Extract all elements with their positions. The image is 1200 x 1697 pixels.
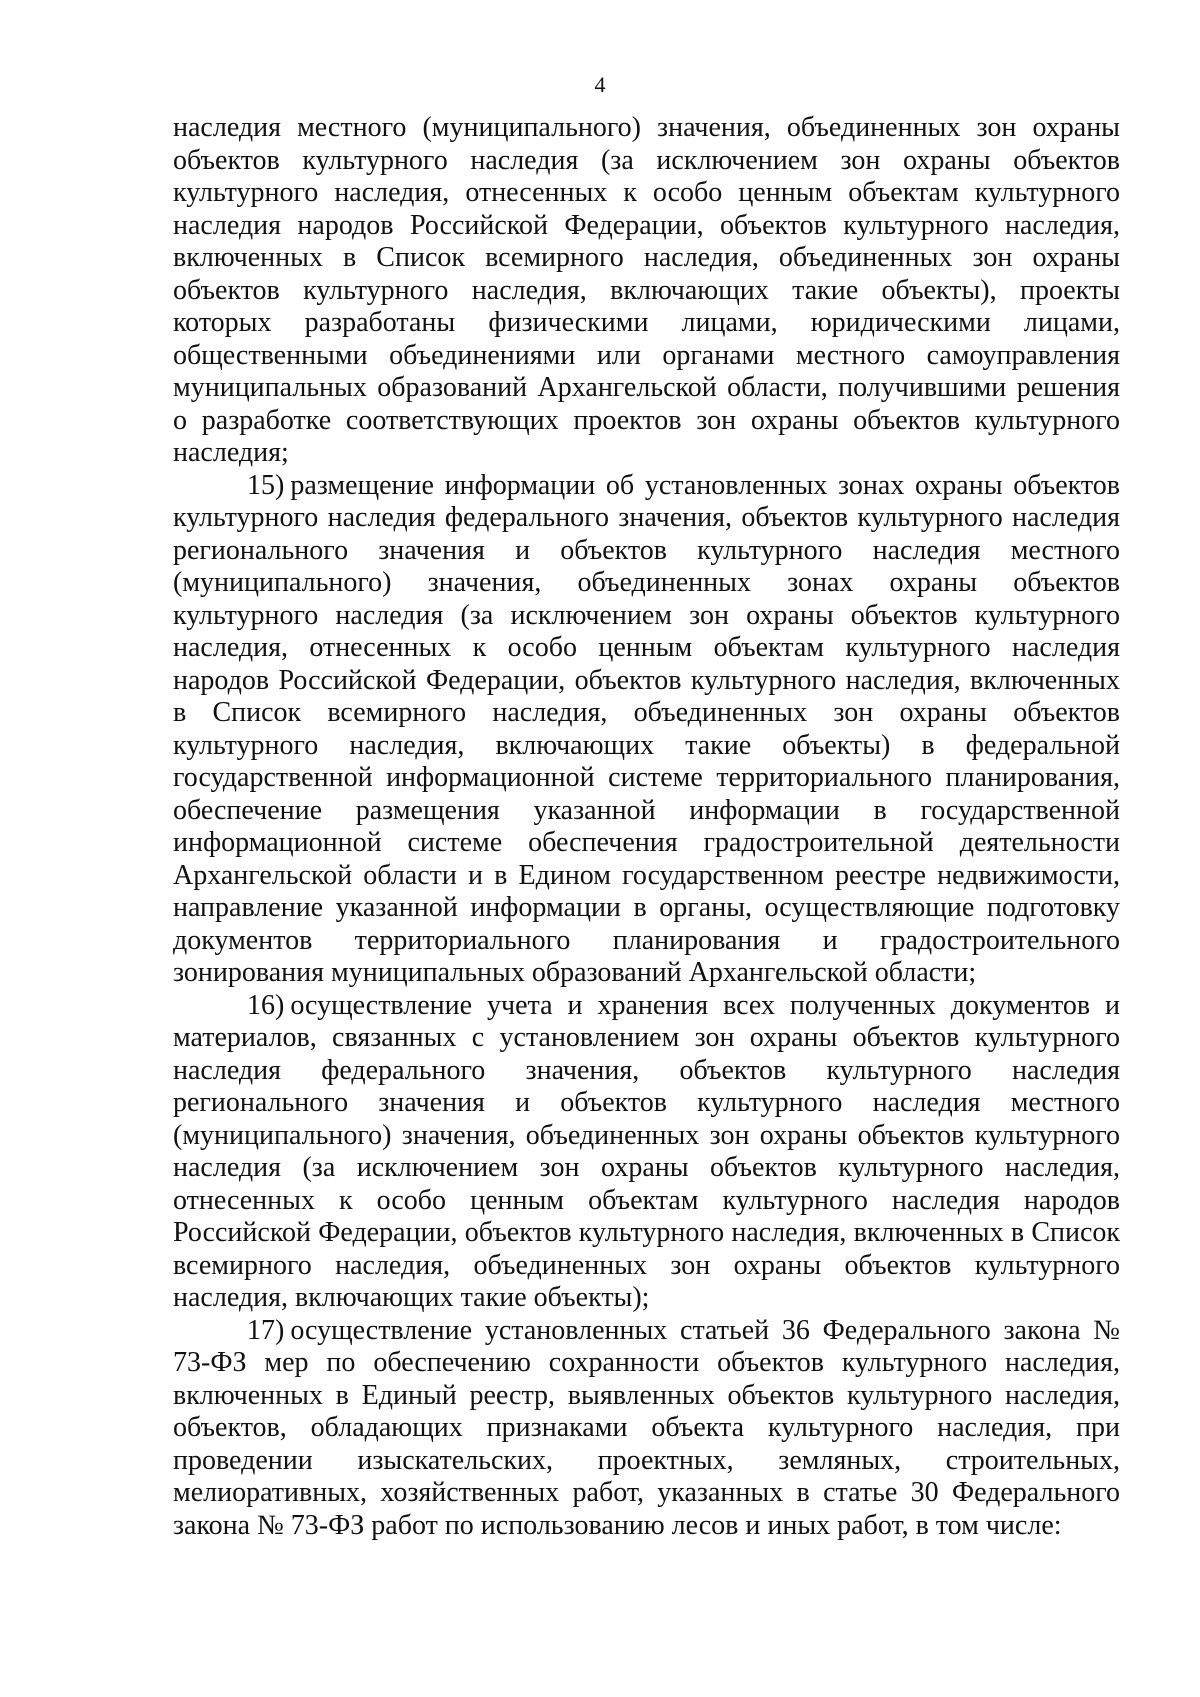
page-number: 4: [594, 72, 606, 97]
paragraph-15: [173, 470, 1120, 990]
list-item-number: 15): [247, 469, 285, 501]
paragraph-text: осуществление учета и хранения всех полученных документов и материалов, связанных с установлением зон охраны объектов культурного наследия федерального значения, объектов культурного наследия регионального значения и объектов культурного наследия местного (муниципального) значения, объединенных зон охраны объектов культурного наследия (за исключением зон охраны объектов культурного наследия, отнесенных к особо ценным объектам культурного наследия народов Российской Федерации, объектов культурного наследия, включенных в Список всемирного наследия, объединенных зон охраны объектов культурного наследия, включающих такие объекты);: [173, 989, 1120, 1313]
paragraph-14-continuation: [173, 112, 1120, 470]
document-body: [173, 112, 1120, 1542]
paragraph-17: [173, 1315, 1120, 1543]
list-item-number: 17): [247, 1314, 285, 1346]
paragraph-text: размещение информации об установленных зонах охраны объектов культурного наследия федерального значения, объектов культурного наследия регионального значения и объектов культурного наследия местного (муниципального) значения, объединенных зонах охраны объектов культурного наследия (за исключением зон охраны объектов культурного наследия, отнесенных к особо ценным объектам культурного наследия народов Российской Федерации, объектов культурного наследия, включенных в Список всемирного наследия, объединенных зон охраны объектов культурного наследия, включающих такие объекты) в федеральной государственной информационной системе территориального планирования, обеспечение размещения указанной информации в государственной информационной системе обеспечения градостроительной деятельности Архангельской области и в Едином государственном реестре недвижимости, направление указанной информации в органы, осуществляющие подготовку документов территориального планирования и градостроительного зонирования муниципальных образований Архангельской области;: [173, 469, 1120, 988]
list-item-number: 16): [247, 989, 285, 1021]
paragraph-16: [173, 990, 1120, 1315]
paragraph-text: осуществление установленных статьей 36 Федерального закона № 73-ФЗ мер по обеспечению сохранности объектов культурного наследия, включенных в Единый реестр, выявленных объектов культурного наследия, объектов, обладающих признаками объекта культурного наследия, при проведении изыскательских, проектных, земляных, строительных, мелиоративных, хозяйственных работ, указанных в статье 30 Федерального закона № 73-ФЗ работ по использованию лесов и иных работ, в том числе:: [173, 1314, 1120, 1541]
paragraph-text: наследия местного (муниципального) значения, объединенных зон охраны объектов культурного наследия (за исключением зон охраны объектов культурного наследия, отнесенных к особо ценным объектам культурного наследия народов Российской Федерации, объектов культурного наследия, включенных в Список всемирного наследия, объединенных зон охраны объектов культурного наследия, включающих такие объекты), проекты которых разработаны физическими лицами, юридическими лицами, общественными объединениями или органами местного самоуправления муниципальных образований Архангельской области, получившими решения о разработке соответствующих проектов зон охраны объектов культурного наследия;: [173, 112, 1120, 468]
